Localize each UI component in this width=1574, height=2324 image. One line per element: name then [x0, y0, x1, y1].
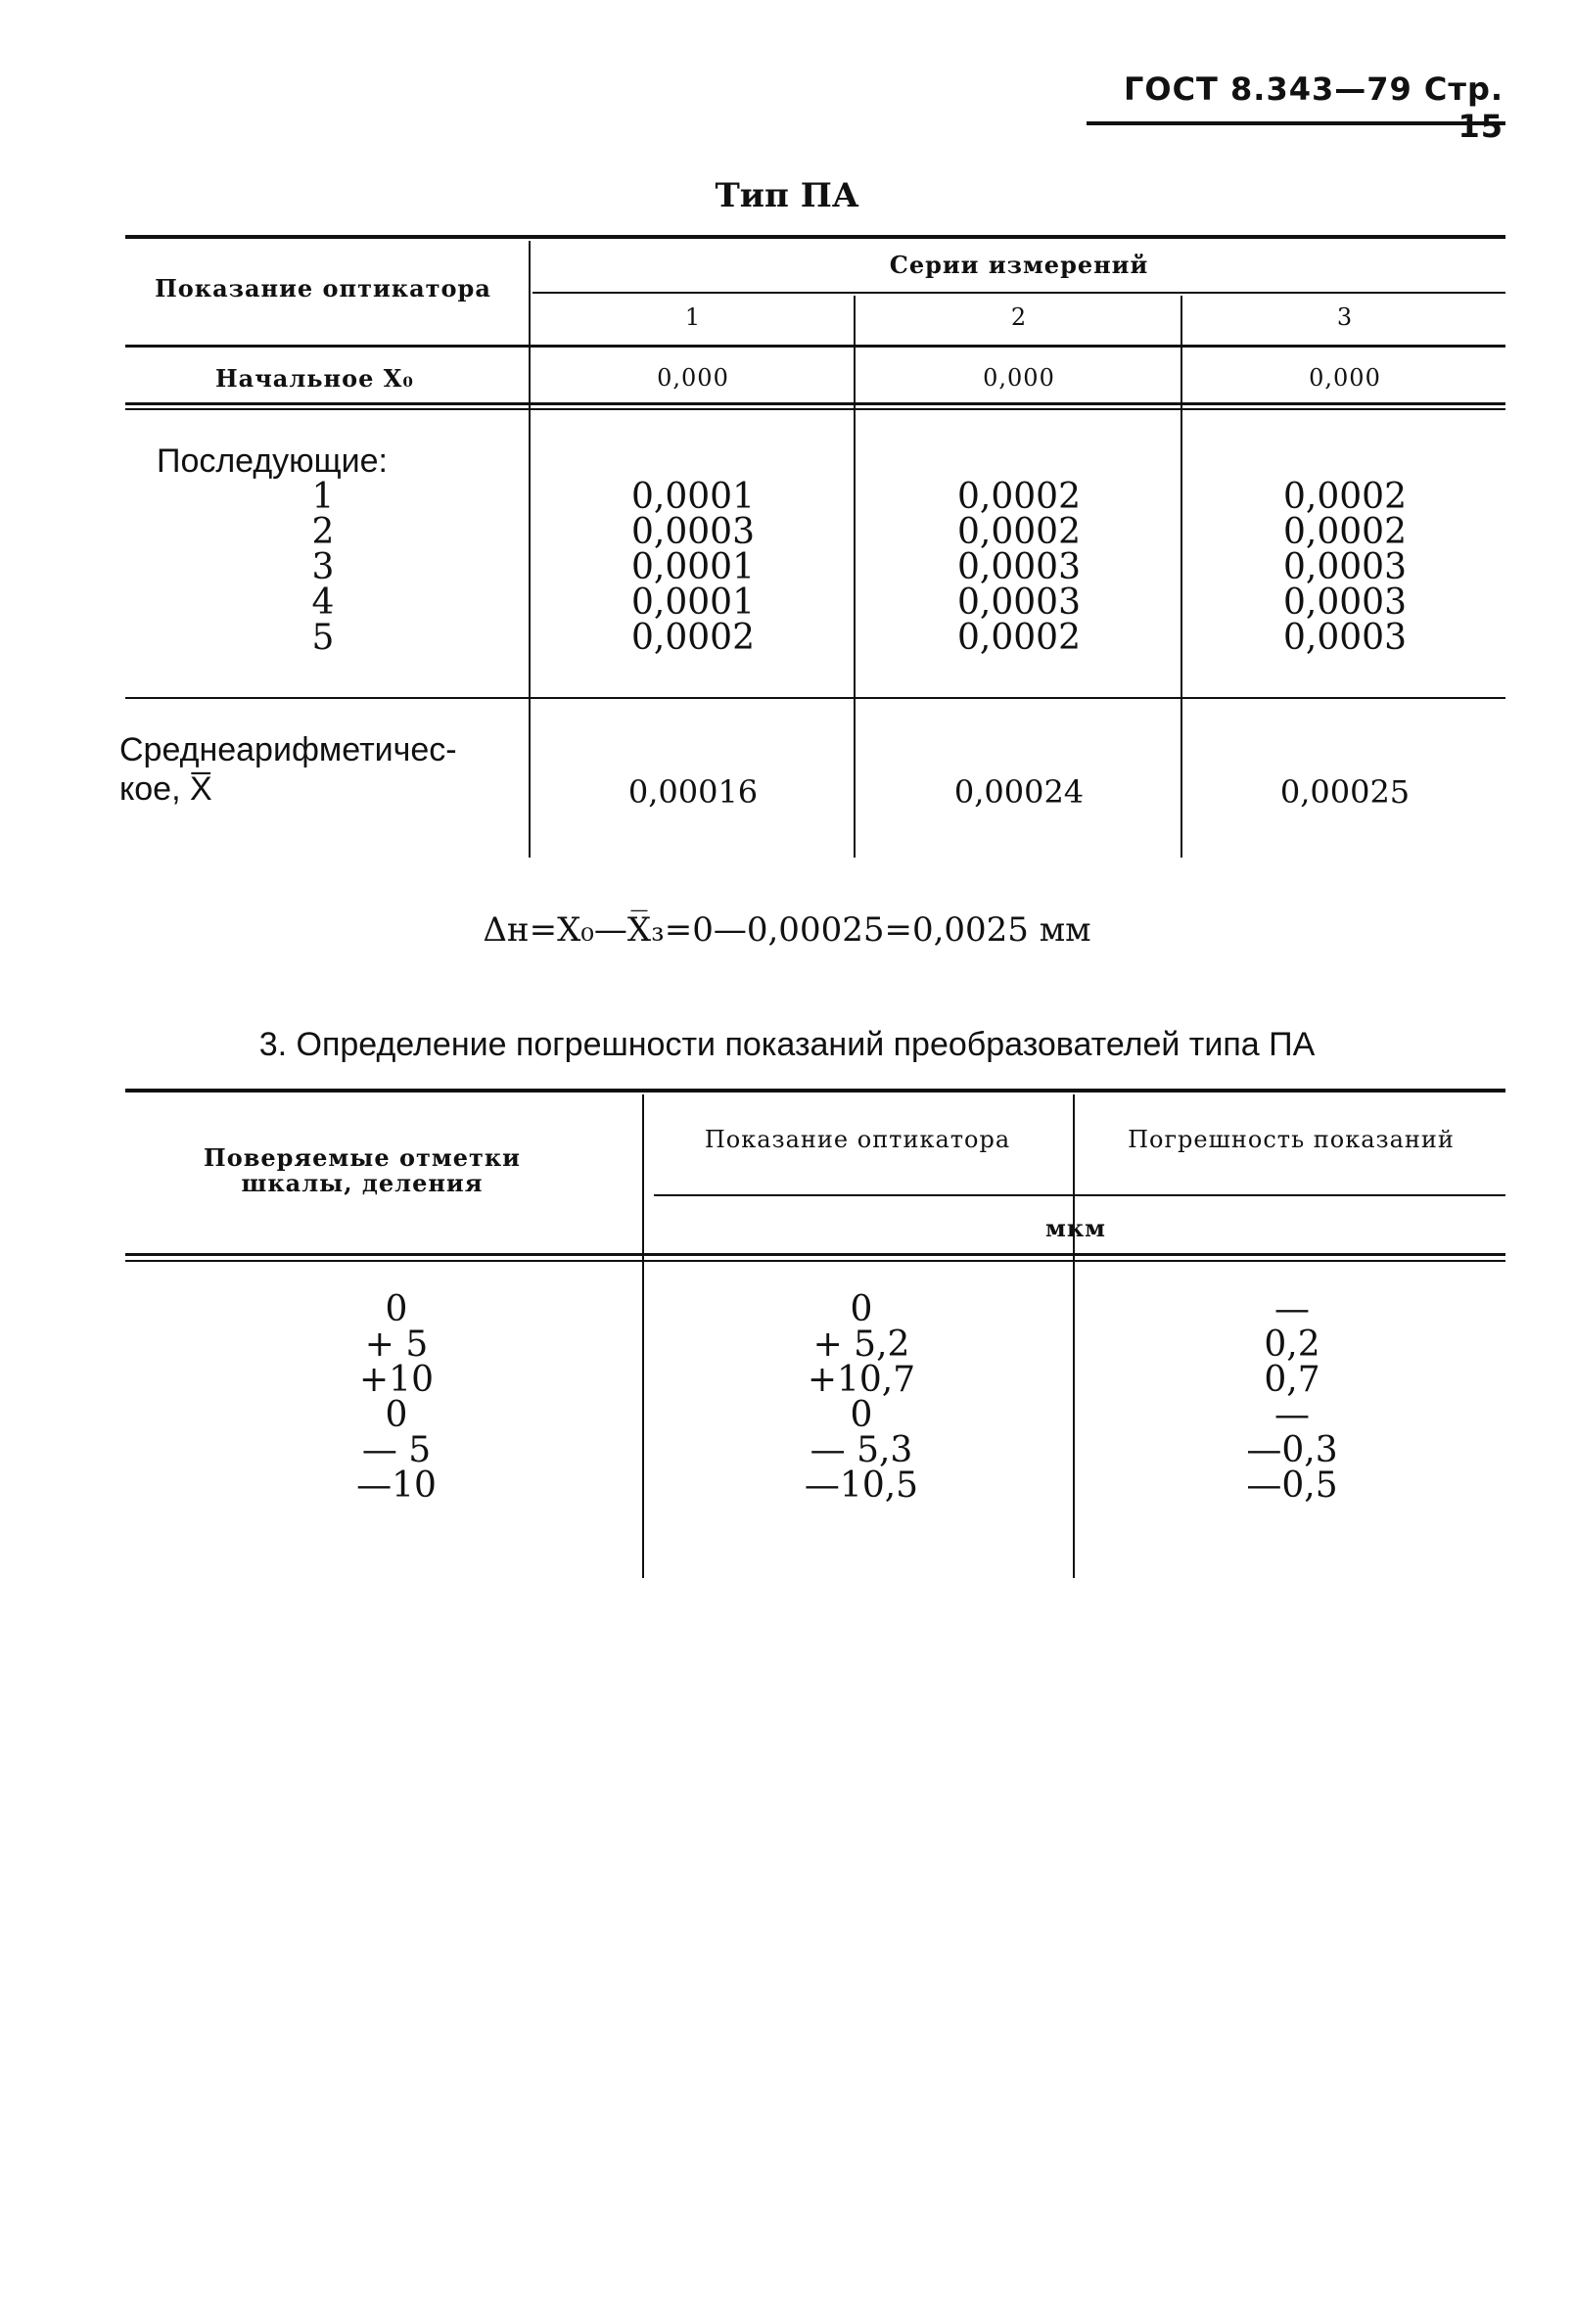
table1-cell: 0,0002 [1283, 512, 1407, 552]
table1-index: 5 [311, 618, 335, 658]
table1-cell: 0,0003 [1283, 618, 1407, 658]
table2-cell: + 5,2 [812, 1325, 910, 1365]
table1-index: 1 [311, 477, 335, 517]
table2-unit-header: мкм [1044, 1214, 1107, 1242]
table2-cell: —10 [356, 1465, 437, 1506]
table2-cell: + 5 [364, 1325, 429, 1365]
table2-vrule-2 [1073, 1094, 1075, 1578]
table1-initial-value-3: 0,000 [1309, 364, 1381, 392]
table1-mean-value-1: 0,00016 [627, 773, 759, 811]
table1-cell: 0,0002 [1283, 477, 1407, 517]
table1-cell: 0,0002 [631, 618, 755, 658]
table2-cell: — [1274, 1289, 1310, 1329]
table1-index: 4 [311, 582, 335, 623]
table1-cell: 0,0003 [957, 547, 1081, 587]
table2-cell: —0,5 [1246, 1465, 1338, 1506]
table2-cell: 0,2 [1264, 1325, 1320, 1365]
table1-initial-bottom-rule2 [125, 408, 1505, 410]
table2-vrule-1 [642, 1094, 644, 1578]
table1-subsequent-bottom-rule [125, 697, 1505, 699]
table2-col3-header: Погрешность показаний [1128, 1126, 1455, 1153]
table1-title: Тип ПА [715, 176, 859, 215]
table1-initial-label: Начальное X₀ [215, 364, 414, 393]
table1-mean-label-line2: кое, X̅ [119, 770, 212, 808]
section-title: 3. Определение погрешности показаний преобразователей типа ПА [258, 1026, 1316, 1063]
table1-mean-label-line1: Среднеарифметичес- [119, 731, 457, 768]
table1-cell: 0,0001 [631, 582, 755, 623]
table1-series-group-header: Серии измерений [889, 251, 1149, 279]
table1-mean-value-2: 0,00024 [953, 773, 1085, 811]
table1-index: 2 [311, 512, 335, 552]
table1-cell: 0,0002 [957, 512, 1081, 552]
table1-group-rule [532, 292, 1505, 294]
table2-cell: +10,7 [807, 1360, 916, 1400]
table2-cell: — 5 [361, 1430, 432, 1470]
table1-initial-value-2: 0,000 [983, 364, 1055, 392]
table1-row-label-header: Показание оптикатора [155, 274, 491, 302]
page-header: ГОСТ 8.343—79 Стр. 15 [1123, 70, 1504, 145]
table2-cell: —0,3 [1246, 1430, 1338, 1470]
table1-header-bottom-rule [125, 345, 1505, 348]
table1-cell: 0,0003 [631, 512, 755, 552]
table1-top-rule [125, 235, 1505, 239]
table2-top-rule [125, 1089, 1505, 1092]
table1-cell: 0,0001 [631, 477, 755, 517]
table1-series-1-header: 1 [684, 303, 702, 331]
table2-cell: 0,7 [1264, 1360, 1320, 1400]
table2-cell: —10,5 [804, 1465, 919, 1506]
table1-initial-value-1: 0,000 [657, 364, 729, 392]
table1-vrule-1 [529, 241, 531, 858]
header-rule [1087, 121, 1505, 125]
table1-initial-bottom-rule [125, 402, 1505, 405]
table2-col3-values [1214, 1289, 1370, 1506]
table1-series-2-header: 2 [1010, 303, 1028, 331]
delta-formula: Δн=X₀—X̅₃=0—0,00025=0,0025 мм [483, 910, 1091, 950]
table2-cell: 0 [850, 1289, 873, 1329]
table2-cell: 0 [385, 1289, 408, 1329]
table1-mean-label [119, 730, 457, 809]
table1-cell: 0,0003 [1283, 582, 1407, 623]
table2-header-bottom-rule2 [125, 1260, 1505, 1262]
table1-subsequent-indices [303, 477, 343, 658]
table1-mean-value-3: 0,00025 [1279, 773, 1411, 811]
table1-cell: 0,0003 [957, 582, 1081, 623]
table2-col1-values [313, 1289, 480, 1506]
table1-cell: 0,0002 [957, 618, 1081, 658]
table2-cell: — 5,3 [810, 1430, 913, 1470]
table2-header-mid-rule [654, 1194, 1505, 1196]
table2-header-bottom-rule [125, 1253, 1505, 1256]
table1-vrule-2 [854, 296, 856, 858]
table2-col2-values [764, 1289, 959, 1506]
table1-series-2-values [857, 477, 1180, 658]
table2-cell: — [1274, 1395, 1310, 1435]
table1-cell: 0,0003 [1283, 547, 1407, 587]
table1-series-3-header: 3 [1336, 303, 1354, 331]
table1-series-3-values [1184, 477, 1505, 658]
table1-series-1-values [532, 477, 854, 658]
table1-vrule-3 [1180, 296, 1182, 858]
table1-cell: 0,0001 [631, 547, 755, 587]
table2-col1-header: Поверяемые отметки шкалы, деления [204, 1143, 521, 1197]
table1-cell: 0,0002 [957, 477, 1081, 517]
table2-cell: 0 [850, 1395, 873, 1435]
table1-index: 3 [311, 547, 335, 587]
table1-subsequent-label: Последующие: [157, 442, 389, 480]
table2-col2-header: Показание оптикатора [704, 1126, 1011, 1153]
table2-cell: 0 [385, 1395, 408, 1435]
table2-cell: +10 [359, 1360, 434, 1400]
